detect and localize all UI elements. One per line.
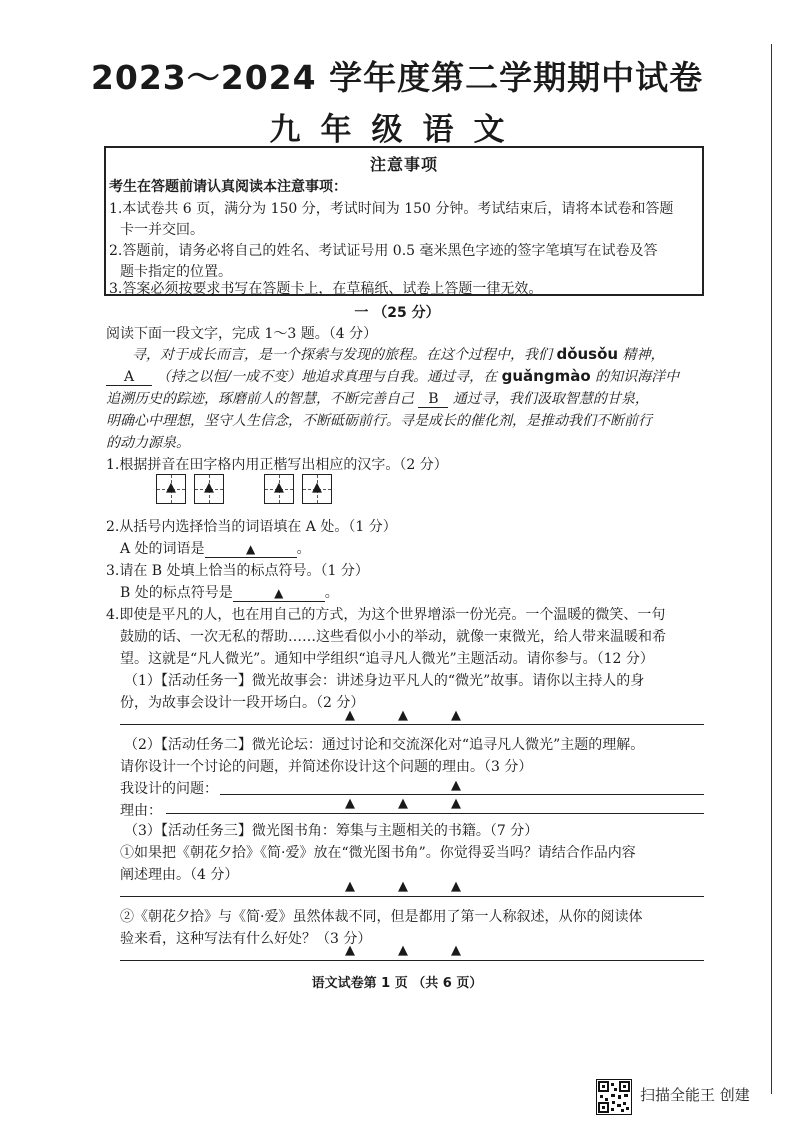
question-4-cont: 望。这就是“凡人微光”。通知中学组织“追寻凡人微光”主题活动。请你参与。（12 分） xyxy=(120,651,654,667)
t2-reason-label: 理由： xyxy=(120,803,162,819)
notice-item: 1.本试卷共 6 页，满分为 150 分，考试时间为 150 分钟。考试结束后，请将本试卷和答题 xyxy=(109,201,674,217)
scanner-watermark: 扫描全能王 创建 xyxy=(640,1086,750,1104)
task-3: （3）【活动任务三】微光图书角：筹集与主题相关的书籍。（7 分） xyxy=(124,823,539,839)
q3-answer-row: B 处的标点符号是 ▲ 。 xyxy=(120,585,339,601)
qr-code-icon xyxy=(596,1079,632,1115)
q2-answer-label: A 处的词语是 xyxy=(120,541,205,557)
page-edge-line xyxy=(771,44,772,1094)
answer-line[interactable] xyxy=(120,896,704,897)
passage-line xyxy=(106,366,679,386)
blank-b: B xyxy=(418,391,448,408)
answer-line[interactable] xyxy=(120,724,704,725)
notice-title: 注意事项 xyxy=(369,155,438,174)
answer-line[interactable] xyxy=(120,960,704,961)
pinyin-dousou: dǒusǒu xyxy=(556,345,619,363)
tianzige-box[interactable]: ▲ xyxy=(156,474,186,504)
passage-text: 的知识海洋中 xyxy=(595,369,680,385)
passage-line xyxy=(106,388,649,408)
task-2-cont: 请你设计一个讨论的问题，并简述你设计这个问题的理由。（3 分） xyxy=(120,759,533,775)
question-4-cont: 鼓励的话、一次无私的帮助……这些看似小小的举动，就像一束微光，给人带来温暖和希 xyxy=(120,629,666,645)
passage-text: 寻，对于成长而言，是一个探索与发现的旅程。在这个过程中，我们 xyxy=(132,347,552,363)
section-heading: 一 （25 分） xyxy=(354,305,440,321)
exam-title: 2023～2024 学年度第二学期期中试卷 xyxy=(90,58,704,97)
page-footer: 语文试卷第 1 页 （共 6 页） xyxy=(311,976,483,991)
notice-item: 3.答案必须按要求书写在答题卡上，在草稿纸、试卷上答题一律无效。 xyxy=(109,281,543,297)
passage-text: 追溯历史的踪迹，琢磨前人的智慧，不断完善自己 xyxy=(106,391,414,407)
q2-answer-blank[interactable]: ▲ xyxy=(205,541,297,558)
task-3b: ②《朝花夕拾》与《简·爱》虽然体裁不同，但是都用了第一人称叙述，从你的阅读体 xyxy=(120,909,643,925)
t2-question-label: 我设计的问题： xyxy=(120,781,218,797)
passage-text: （持之以恒/一成不变）地追求真理与自我。通过寻，在 xyxy=(156,369,498,385)
question-1: 1.根据拼音在田字格内用正楷写出相应的汉字。（2 分） xyxy=(106,457,448,473)
passage-line: 的动力源泉。 xyxy=(106,435,190,451)
notice-item: 卡一并交回。 xyxy=(120,222,204,238)
notice-box xyxy=(104,146,704,296)
task-1-cont: 份，为故事会设计一段开场白。（2 分） xyxy=(120,695,365,711)
question-4: 4.即使是平凡的人，也在用自己的方式，为这个世界增添一份光亮。一个温暖的微笑、一句 xyxy=(106,607,666,623)
notice-item: 2.答题前，请务必将自己的姓名、考试证号用 0.5 毫米黑色字迹的签字笔填写在试卷及答 xyxy=(109,243,658,259)
tianzige-box[interactable]: ▲ xyxy=(194,474,224,504)
q3-answer-label: B 处的标点符号是 xyxy=(120,585,233,601)
task-3a-cont: 阐述理由。（4 分） xyxy=(120,867,239,883)
reading-instruction: 阅读下面一段文字，完成 1～3 题。（4 分） xyxy=(106,326,378,342)
notice-lead: 考生在答题前请认真阅读本注意事项： xyxy=(109,179,347,195)
question-2: 2.从括号内选择恰当的词语填在 A 处。（1 分） xyxy=(106,519,397,535)
task-1: （1）【活动任务一】微光故事会：讲述身边平凡人的“微光”故事。请你以主持人的身 xyxy=(124,673,645,689)
pinyin-guangmao: guǎngmào xyxy=(501,367,591,385)
q3-answer-blank[interactable]: ▲ xyxy=(233,585,325,602)
blank-a: A xyxy=(106,369,152,386)
t2-reason-answer-line[interactable] xyxy=(166,813,704,814)
task-3b-cont: 验来看，这种写法有什么好处？（3 分） xyxy=(120,931,372,947)
tianzige-box[interactable]: ▲ xyxy=(302,474,332,504)
tianzige-box[interactable]: ▲ xyxy=(264,474,294,504)
passage-line: 明确心中理想，坚守人生信念，不断砥砺前行。寻是成长的催化剂，是推动我们不断前行 xyxy=(106,413,652,429)
notice-item: 题卡指定的位置。 xyxy=(120,264,232,280)
task-2: （2）【活动任务二】微光论坛：通过讨论和交流深化对“追寻凡人微光”主题的理解。 xyxy=(124,737,645,753)
passage-text: 精神， xyxy=(622,347,665,363)
passage-line xyxy=(132,344,665,364)
q2-answer-row: A 处的词语是 ▲ 。 xyxy=(120,541,311,557)
t2-question-answer-line[interactable] xyxy=(220,794,704,795)
exam-subject: 九年级语文 xyxy=(269,112,525,148)
passage-text: 通过寻，我们汲取智慧的甘泉， xyxy=(452,391,649,407)
question-3: 3.请在 B 处填上恰当的标点符号。（1 分） xyxy=(106,563,369,579)
task-3a: ①如果把《朝花夕拾》《简·爱》放在“微光图书角”。你觉得妥当吗？请结合作品内容 xyxy=(120,845,636,861)
